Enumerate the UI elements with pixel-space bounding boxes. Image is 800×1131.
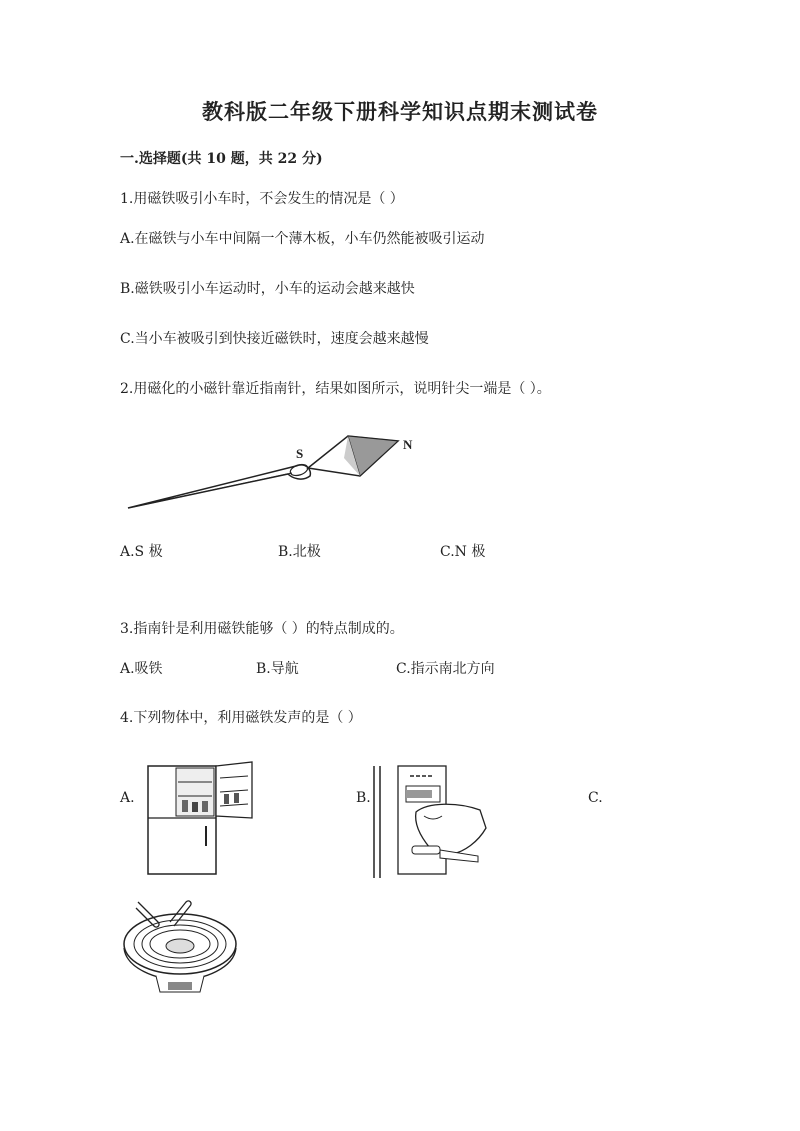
question-3-option-b: B.导航 bbox=[256, 661, 299, 677]
speaker-image bbox=[116, 896, 248, 1000]
question-3-option-a: A.吸铁 bbox=[120, 661, 163, 677]
question-1-option-a: A.在磁铁与小车中间隔一个薄木板，小车仍然能被吸引运动 bbox=[120, 231, 485, 247]
page-title: 教科版二年级下册科学知识点期末测试卷 bbox=[202, 99, 598, 124]
n-pole-label: N bbox=[403, 437, 413, 452]
question-3-option-c: C.指示南北方向 bbox=[396, 661, 495, 677]
question-4-stem: 4.下列物体中，利用磁铁发声的是（ ） bbox=[120, 710, 362, 726]
question-1-option-b: B.磁铁吸引小车运动时，小车的运动会越来越快 bbox=[120, 281, 415, 297]
door-card-lock-image bbox=[368, 762, 498, 882]
question-1-stem: 1.用磁铁吸引小车时，不会发生的情况是（ ） bbox=[120, 191, 404, 207]
s-pole-label: S bbox=[296, 446, 304, 461]
question-2-option-a: A.S 极 bbox=[120, 544, 163, 560]
needle-shape bbox=[128, 465, 310, 508]
refrigerator-image bbox=[140, 760, 260, 880]
needle-eye bbox=[289, 462, 309, 477]
question-4-option-c-label: C. bbox=[588, 790, 603, 806]
section-heading: 一.选择题(共 10 题，共 22 分) bbox=[120, 151, 323, 167]
question-2-option-b: B.北极 bbox=[278, 544, 321, 560]
question-2-option-c: C.N 极 bbox=[440, 544, 486, 560]
question-2-stem: 2.用磁化的小磁针靠近指南针，结果如图所示，说明针尖一端是（ ）。 bbox=[120, 381, 551, 397]
question-4-option-b-label: B. bbox=[356, 790, 371, 806]
question-3-stem: 3.指南针是利用磁铁能够（ ）的特点制成的。 bbox=[120, 621, 404, 637]
question-1-option-c: C.当小车被吸引到快接近磁铁时，速度会越来越慢 bbox=[120, 331, 429, 347]
question-4-option-a-label: A. bbox=[120, 790, 135, 806]
